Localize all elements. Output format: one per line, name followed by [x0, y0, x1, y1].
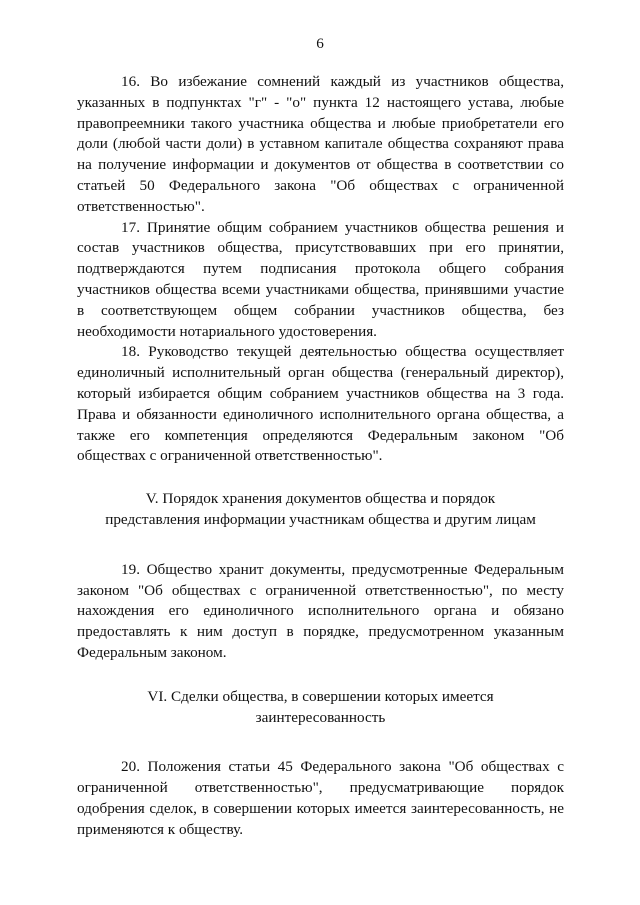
section-heading-v-line2: представления информации участникам общества и другим лицам	[105, 510, 536, 528]
section-heading-vi-line2: заинтересованность	[255, 708, 386, 726]
section-heading-v-line1: V. Порядок хранения документов общества и порядок	[145, 490, 496, 508]
section-heading-v	[77, 489, 564, 531]
paragraph-17: 17. Принятие общим собранием участников общества решения и состав участников общества, присутствовавших при его принятии, подтверждаются путем подписания протокола общего собрания участников общества всеми участниками общества, принявшими участие в соответствующем общем собрании участников общества, без необходимости нотариального удостоверения.	[77, 218, 564, 340]
paragraph-18: 18. Руководство текущей деятельностью общества осуществляет единоличный исполнительный орган общества (генеральный директор), который избирается общим собранием участников общества на 3 года. Права и обязанности единоличного исполнительного органа общества, а также его компетенция определяются Федеральным законом "Об обществах с ограниченной ответственностью".	[77, 343, 564, 465]
paragraph-19: 19. Общество хранит документы, предусмотренные Федеральным законом "Об обществах с ограниченной ответственностью", по месту нахождения его единоличного исполнительного органа и обязано предоставлять к ним доступ в порядке, предусмотренном указанным Федеральным законом.	[77, 560, 564, 661]
paragraph-16: 16. Во избежание сомнений каждый из участников общества, указанных в подпунктах "г" - "о" пункта 12 настоящего устава, любые правопреемники такого участника общества и любые приобретатели его доли (любой части доли) в уставном капитале общества сохраняют права на получение информации и документов от общества в соответствии со статьей 50 Федерального закона "Об обществах с ограниченной ответственностью".	[77, 73, 564, 215]
page-number: 6	[316, 35, 324, 52]
paragraph-20: 20. Положения статьи 45 Федерального закона "Об обществах с ограниченной ответственностью", предусматривающие порядок одобрения сделок, в совершении которых имеется заинтересованность, не применяются к обществу.	[77, 758, 564, 838]
section-heading-vi	[77, 687, 564, 729]
document-body	[77, 72, 564, 841]
section-heading-vi-line1: VI. Сделки общества, в совершении которых имеется	[147, 687, 494, 705]
